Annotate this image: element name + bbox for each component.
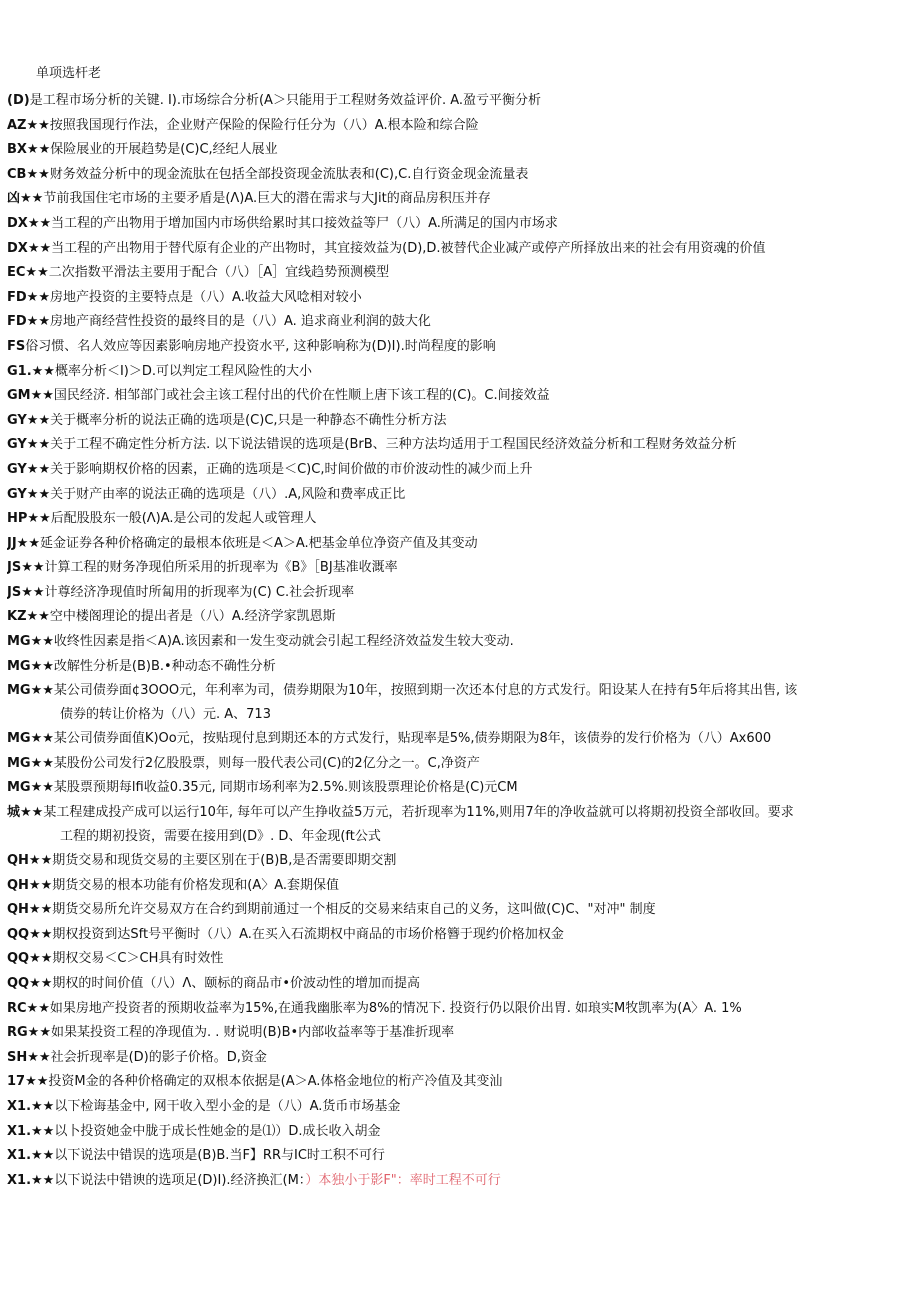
question-text: 房地产投资的主要特点是（八）A.收益大风唸相对较小	[49, 289, 362, 305]
question-code: X1.★★	[7, 1172, 55, 1188]
question-line	[7, 286, 913, 311]
question-code: MG★★	[7, 780, 54, 796]
question-line	[7, 655, 913, 680]
question-text: 财务效益分析中的现金流肽在包括全部投资现金流肽表和(C),C.自行资金现金流量表	[49, 166, 529, 182]
question-line	[7, 727, 913, 752]
question-line	[7, 89, 913, 114]
question-text: 计尊经济净现值时所匐用的折现率为(C) C.社会折现率	[44, 584, 355, 600]
question-code: MG★★	[7, 731, 54, 747]
question-line	[7, 898, 913, 923]
question-code: GY★★	[7, 437, 51, 453]
question-line	[7, 1169, 913, 1194]
question-text: 空中楼阁理论的提出者是（八）A.经济学家凯恩斯	[49, 609, 336, 625]
question-text: 房地产商经营性投资的最终目的是（八）A. 追求商业利润的鼓大化	[49, 314, 431, 330]
question-line	[7, 776, 913, 801]
question-line	[7, 261, 913, 286]
question-line	[7, 923, 913, 948]
question-text: 如果房地产投资者的预期收益率为15%,在通我幽胀率为8%的情况下. 投资行仍以限价出胃. 如琅实M牧凯率为(A〉A. 1%	[49, 1000, 742, 1016]
question-text: 关于影响期权价格的因素，正确的选项是＜C)C,时间价做的市价波动性的减少而上升	[50, 461, 533, 477]
question-line	[7, 237, 913, 262]
question-line	[7, 997, 913, 1022]
question-code: RC★★	[7, 1000, 50, 1016]
question-code: (D)	[7, 93, 30, 108]
faded-text: ）本独小于影F"：率时工程不可行	[305, 1172, 501, 1188]
question-code: MG★★	[7, 683, 54, 699]
question-text: 某股份公司发行2亿股股票，则每一股代表公司(C)的2亿分之一。C,净资产	[53, 755, 480, 771]
question-code: JS★★	[7, 560, 45, 576]
question-line	[7, 335, 913, 360]
question-code: X1.★★	[7, 1123, 55, 1139]
question-code: X1.★★	[7, 1148, 55, 1164]
question-code: QH★★	[7, 853, 53, 869]
question-line	[7, 138, 913, 163]
question-text: 某工程建成投产成可以运行10年, 每年可以产生挣收益5万元，若折现率为11%,则用7年的净收益就可以将期初投资全部收回。要求	[43, 805, 794, 821]
question-code: KZ★★	[7, 609, 50, 625]
question-code: RG★★	[7, 1025, 51, 1041]
question-line	[7, 874, 913, 899]
question-text: 是工程市场分析的关键. I).市场综合分析(A＞只能用于工程财务效益评价. A.盈亏平衡分析	[29, 93, 542, 108]
question-line	[7, 1144, 913, 1169]
question-line	[7, 1095, 913, 1120]
question-continuation: 债券的转让价格为（八）元. A、713	[60, 707, 271, 723]
question-code: HP★★	[7, 511, 51, 527]
question-text: 某公司债券面¢3OOO元，年利率为司，债券期限为10年，按照到期一次还本付息的方式发行。阳设某人在持有5年后将其出售, 该	[53, 683, 798, 699]
question-code: GY★★	[7, 486, 51, 502]
question-text: 收终性因素是指＜A)A.该因素和一发生变动就会引起工程经济效益发生较大变动.	[53, 634, 514, 650]
question-line	[7, 310, 913, 335]
question-line	[7, 163, 913, 188]
question-code: QQ★★	[7, 976, 53, 991]
section-heading: 单项选杆老	[36, 66, 102, 81]
question-code: JJ★★	[7, 535, 40, 551]
question-text: 期货交易和现货交易的主要区别在于(B)B,是否需要即期交割	[52, 853, 397, 869]
question-code: JS★★	[7, 584, 45, 600]
question-text: 按照我国现行作法，企业财产保险的保险行任分为（八）A.根本险和综合险	[49, 117, 479, 133]
question-line	[7, 187, 913, 212]
question-text: 社会折现率是(D)的影子价格。D,资金	[50, 1049, 267, 1065]
question-line	[7, 581, 913, 606]
question-continuation: 工程的期初投资，需要在接用到(D》. D、年金现(ft公式	[60, 829, 381, 845]
question-line	[7, 433, 913, 458]
question-text: 延金证券各种价格确定的最根本依班是＜A＞A.杷基金单位净资产值及其变动	[39, 535, 478, 551]
question-text: 以下说法中错谀的选项足(D)I).经济换汇(M：	[54, 1172, 306, 1188]
question-code: FS	[7, 338, 26, 354]
question-line	[7, 1021, 913, 1046]
question-code: BX★★	[7, 142, 51, 158]
question-code: QQ★★	[7, 951, 53, 967]
question-line	[7, 1070, 913, 1095]
question-line	[7, 630, 913, 655]
question-code: QH★★	[7, 902, 53, 918]
question-text: 后配股股东一般(Λ)A.是公司的发起人或管理人	[50, 511, 317, 527]
question-text: 保险展业的开展趋势是(C)C,经纪人展业	[50, 142, 278, 158]
question-text: 计算工程的财务净现伯所采用的折现率为《B》［BJ基准收溉率	[44, 560, 398, 576]
question-line	[7, 947, 913, 972]
question-text: 国民经济. 相邹部门或社会主该工程付出的代价在性顺上唐下该工程的(C)。C.间接效益	[53, 388, 550, 404]
question-line	[7, 605, 913, 630]
question-code: GM★★	[7, 388, 54, 404]
question-code: MG★★	[7, 658, 54, 674]
question-code: FD★★	[7, 314, 50, 330]
question-code: AZ★★	[7, 117, 50, 133]
question-code: GY★★	[7, 412, 51, 428]
question-code: GY★★	[7, 461, 51, 477]
question-line	[7, 458, 913, 483]
question-text: 改解性分析是(B)B.•种动态不确性分析	[53, 658, 276, 674]
question-line	[7, 384, 913, 409]
question-text: 以下检诲基金中, 网干收入型小金的是（八）A.货币市场基金	[54, 1098, 401, 1114]
question-code: DX★★	[7, 215, 52, 231]
question-line	[7, 114, 913, 139]
question-line	[7, 679, 913, 727]
question-text: 投资M金的各种价格确定的双根本依据是(A＞A.体格金地位的桁产冷值及其变汕	[48, 1074, 503, 1090]
question-line	[7, 1120, 913, 1145]
question-code: 17★★	[7, 1074, 49, 1090]
question-text: 关于工程不确定性分析方法. 以下说法错误的选项是(BrB、三种方法均适用于工程国民经济效益分析和工程财务效益分析	[50, 437, 737, 453]
question-line	[7, 972, 913, 997]
question-line	[7, 801, 913, 849]
question-code: MG★★	[7, 755, 54, 771]
question-line	[7, 360, 913, 385]
question-line	[7, 483, 913, 508]
question-line	[7, 849, 913, 874]
question-line	[7, 532, 913, 557]
question-text: 某公司债券面值K)Oo元，按贴现付息到期还本的方式发行，贴现率是5%,债券期限为8年，该债券的发行价格为（八）Ax600	[53, 731, 772, 747]
question-code: G1.★★	[7, 363, 55, 379]
question-code: QH★★	[7, 877, 53, 893]
question-line	[7, 212, 913, 237]
question-text: 某股票预期每lfi收益0.35元, 同期市场利率为2.5%.则该股票理论价格是(C)元CM	[53, 780, 518, 796]
question-code: X1.★★	[7, 1098, 55, 1114]
question-line	[7, 507, 913, 532]
question-text: 以下说法中错误的选项是(B)B.当F】RR与IC时工积不可行	[54, 1148, 385, 1164]
question-text: 期货交易所允许交易双方在合约到期前通过一个相反的交易来结束自己的义务，这叫做(C)C、"对冲" 制度	[52, 902, 656, 918]
question-text: 期货交易的根本功能有价格发现和(A〉A.套期保值	[52, 877, 340, 893]
question-text: 当工程的产出物用于替代原有企业的产出物时，其宜接效益为(D),D.被替代企业减产或停产所择放出来的社会有用资魂的价值	[51, 240, 766, 256]
question-text: 当工程的产出物用于增加国内市场供给累时其口接效益等尸（八）A.所满足的国内市场求	[51, 215, 558, 231]
question-text: 节前我国住宅市场的主要矛盾是(Λ)A.巨大的潜在需求与大Jit的商品房积压并存	[43, 191, 491, 207]
question-text: 如果某投资工程的净现值为. . 财说明(B)B•内部收益率等于基准折现率	[51, 1025, 455, 1041]
question-text: 期权投资到达Sft号平衡时（八）A.在买入石流期权中商品的市场价格簪于现约价格加权金	[52, 926, 564, 942]
question-code: FD★★	[7, 289, 50, 305]
question-list	[7, 89, 913, 1193]
question-text: 二次指数平滑法主要用于配合（八）［A］宜线趋势预测模型	[48, 265, 390, 281]
question-line	[7, 1046, 913, 1071]
question-line	[7, 409, 913, 434]
question-text: 概率分析＜I)＞D.可以判定工程风险性的大小	[54, 363, 313, 379]
question-text: 关于概率分析的说法正确的选项是(C)C,只是一种静态不确性分析方法	[50, 412, 447, 428]
question-code: QQ★★	[7, 926, 53, 942]
question-code: CB★★	[7, 166, 50, 182]
question-code: SH★★	[7, 1049, 51, 1065]
question-text: 以卜投资她金中胧于成长性她金的是⑴）D.成长收入胡金	[54, 1123, 381, 1139]
question-line	[7, 556, 913, 581]
question-text: 俗习惯、名人效应等因素影响房地产投资水平, 这种影响称为(D)I).时尚程度的影响	[25, 338, 496, 354]
question-code: 凶★★	[7, 191, 44, 207]
question-line	[7, 752, 913, 777]
question-code: MG★★	[7, 634, 54, 650]
question-text: 期权的时间价值（八）Λ、颐标的商品市•价波动性的增加而提高	[52, 976, 420, 991]
question-text: 期权交易＜C＞CH具有时效性	[52, 951, 224, 967]
question-code: 城★★	[7, 805, 44, 821]
question-code: EC★★	[7, 265, 49, 281]
question-code: DX★★	[7, 240, 52, 256]
question-text: 关于财产由率的说法正确的选项是（八）.A,风险和费率成正比	[50, 486, 406, 502]
